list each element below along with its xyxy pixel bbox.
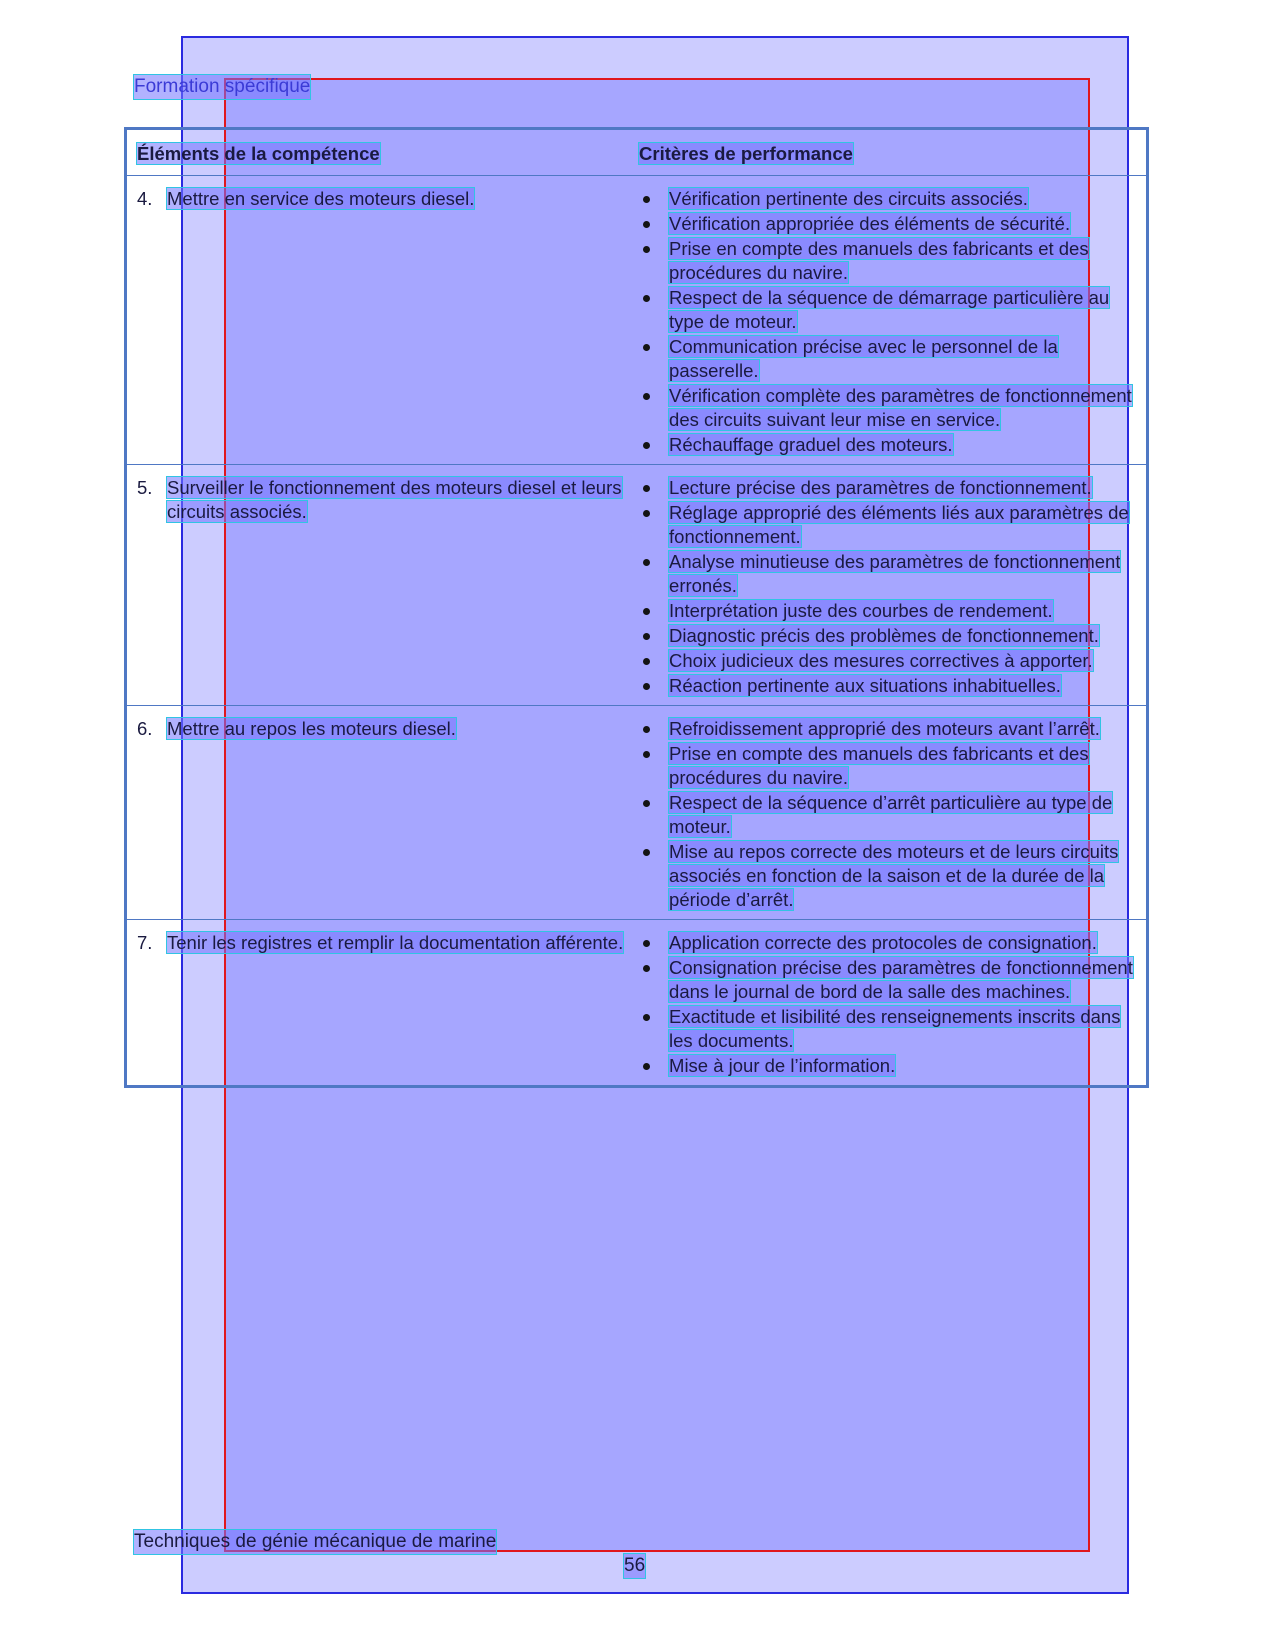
criterion-text: Respect de la séquence d’arrêt particulière au type de moteur. xyxy=(669,792,1113,837)
bullet-icon xyxy=(643,726,650,733)
element-text: Surveiller le fonctionnement des moteurs diesel et leurs circuits associés. xyxy=(167,477,622,522)
element-item xyxy=(137,187,633,211)
list-item xyxy=(639,187,1146,211)
bullet-icon xyxy=(643,295,650,302)
criterion-text: Réglage approprié des éléments liés aux paramètres de fonctionnement. xyxy=(669,502,1129,547)
criterion-text: Choix judicieux des mesures correctives à apporter. xyxy=(669,650,1093,671)
criterion-text: Diagnostic précis des problèmes de fonctionnement. xyxy=(669,625,1099,646)
bullet-icon xyxy=(643,751,650,758)
table-row xyxy=(126,920,1148,1087)
element-item xyxy=(137,931,633,955)
criterion-text: Application correcte des protocoles de consignation. xyxy=(669,932,1097,953)
criteria-list xyxy=(639,187,1146,457)
criteria-list xyxy=(639,931,1146,1078)
criterion-text: Mise à jour de l’information. xyxy=(669,1055,896,1076)
list-item xyxy=(639,956,1146,1004)
bullet-icon xyxy=(643,1063,650,1070)
criterion-text: Respect de la séquence de démarrage particulière au type de moteur. xyxy=(669,287,1110,332)
list-item xyxy=(639,624,1146,648)
bullet-icon xyxy=(643,940,650,947)
bullet-icon xyxy=(643,221,650,228)
bullet-icon xyxy=(643,246,650,253)
table-row xyxy=(126,176,1148,465)
criterion-text: Vérification appropriée des éléments de sécurité. xyxy=(669,213,1071,234)
table-row xyxy=(126,465,1148,706)
criterion-text: Consignation précise des paramètres de fonctionnement dans le journal de bord de la salle des machines. xyxy=(669,957,1133,1002)
element-text: Mettre en service des moteurs diesel. xyxy=(167,188,475,209)
list-item xyxy=(639,550,1146,598)
criterion-text: Communication précise avec le personnel de la passerelle. xyxy=(669,336,1058,381)
table-body xyxy=(126,176,1148,1087)
bullet-icon xyxy=(643,1014,650,1021)
list-item xyxy=(639,931,1146,955)
list-item xyxy=(639,476,1146,500)
list-item xyxy=(639,1005,1146,1053)
bullet-icon xyxy=(643,683,650,690)
criterion-text: Interprétation juste des courbes de rendement. xyxy=(669,600,1053,621)
criterion-text: Mise au repos correcte des moteurs et de leurs circuits associés en fonction de la saison et de la durée de la période d’arrêt. xyxy=(669,841,1119,910)
criterion-text: Vérification pertinente des circuits associés. xyxy=(669,188,1028,209)
header-criteria xyxy=(639,129,1147,176)
footer-program: Techniques de génie mécanique de marine xyxy=(134,1531,497,1552)
list-item xyxy=(639,840,1146,912)
table-row xyxy=(126,706,1148,920)
criteria-cell xyxy=(639,920,1147,1087)
list-item xyxy=(639,674,1146,698)
list-item xyxy=(639,286,1146,334)
element-item xyxy=(137,717,633,741)
bullet-icon xyxy=(643,442,650,449)
element-text: Tenir les registres et remplir la documentation afférente. xyxy=(167,932,624,953)
element-number: 7. xyxy=(137,932,153,953)
list-item xyxy=(639,791,1146,839)
bullet-icon xyxy=(643,393,650,400)
bullet-icon xyxy=(643,510,650,517)
bullet-icon xyxy=(643,633,650,640)
list-item xyxy=(639,742,1146,790)
criteria-cell xyxy=(639,176,1147,465)
section-title: Formation spécifique xyxy=(134,76,311,97)
criteria-list xyxy=(639,476,1146,698)
bullet-icon xyxy=(643,344,650,351)
header-elements-label: Éléments de la compétence xyxy=(137,143,380,164)
header-elements xyxy=(126,129,640,176)
element-number: 4. xyxy=(137,188,153,209)
list-item xyxy=(639,1054,1146,1078)
element-text: Mettre au repos les moteurs diesel. xyxy=(167,718,456,739)
criterion-text: Exactitude et lisibilité des renseignements inscrits dans les documents. xyxy=(669,1006,1121,1051)
header-criteria-label: Critères de performance xyxy=(639,143,853,164)
element-cell xyxy=(126,465,640,706)
criterion-text: Prise en compte des manuels des fabricants et des procédures du navire. xyxy=(669,238,1089,283)
criterion-text: Refroidissement approprié des moteurs avant l’arrêt. xyxy=(669,718,1100,739)
criterion-text: Analyse minutieuse des paramètres de fonctionnement erronés. xyxy=(669,551,1121,596)
competence-table xyxy=(124,127,1149,1088)
criterion-text: Réaction pertinente aux situations inhabituelles. xyxy=(669,675,1061,696)
bullet-icon xyxy=(643,800,650,807)
list-item xyxy=(639,237,1146,285)
list-item xyxy=(639,649,1146,673)
bullet-icon xyxy=(643,559,650,566)
list-item xyxy=(639,433,1146,457)
bullet-icon xyxy=(643,196,650,203)
criteria-list xyxy=(639,717,1146,912)
element-cell xyxy=(126,706,640,920)
bullet-icon xyxy=(643,608,650,615)
list-item xyxy=(639,599,1146,623)
element-cell xyxy=(126,920,640,1087)
bullet-icon xyxy=(643,485,650,492)
criterion-text: Lecture précise des paramètres de fonctionnement. xyxy=(669,477,1092,498)
bullet-icon xyxy=(643,658,650,665)
bullet-icon xyxy=(643,965,650,972)
element-number: 5. xyxy=(137,477,153,498)
element-cell xyxy=(126,176,640,465)
list-item xyxy=(639,501,1146,549)
list-item xyxy=(639,384,1146,432)
criterion-text: Vérification complète des paramètres de fonctionnement des circuits suivant leur mise en service. xyxy=(669,385,1132,430)
criterion-text: Prise en compte des manuels des fabricants et des procédures du navire. xyxy=(669,743,1089,788)
element-number: 6. xyxy=(137,718,153,739)
bullet-icon xyxy=(643,849,650,856)
list-item xyxy=(639,717,1146,741)
element-item xyxy=(137,476,633,524)
table-header-row xyxy=(126,129,1148,176)
criterion-text: Réchauffage graduel des moteurs. xyxy=(669,434,953,455)
page-number: 56 xyxy=(624,1555,646,1576)
criteria-cell xyxy=(639,465,1147,706)
list-item xyxy=(639,212,1146,236)
list-item xyxy=(639,335,1146,383)
criteria-cell xyxy=(639,706,1147,920)
